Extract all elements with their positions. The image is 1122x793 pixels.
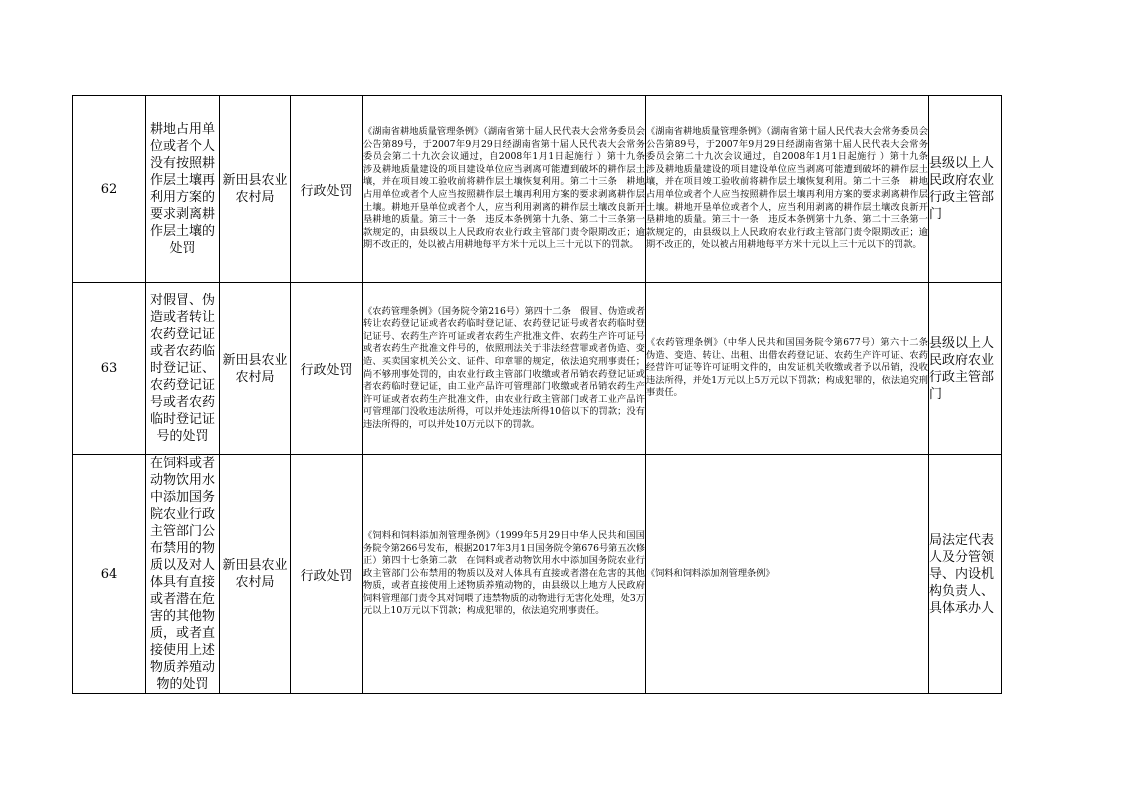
matter-name: 在饲料或者动物饮用水中添加国务院农业行政主管部门公布禁用的物质以及对人体具有直接或者潜在危害的其他物质，或者直接使用上述物质养殖动物的处罚 <box>146 455 220 694</box>
power-list-table <box>72 95 1002 694</box>
responsible-party: 局法定代表人及分管领导、内设机构负责人、具体承办人 <box>929 455 1002 694</box>
legal-basis-revised: 《湖南省耕地质量管理条例》（湖南省第十届人民代表大会常务委员会公告第89号，于2007年9月29日经湖南省第十届人民代表大会常务委员会第二十九次会议通过，自2008年1月1日起施行 ）第十九条 涉及耕地质量建设的项目建设单位应当剥离可能遭到破坏的耕作层土壤，并在项目竣工验收前将耕作层土壤恢复利用。第二十三条 耕地占用单位或者个人应当按照耕作层土壤再利用方案的要求剥离耕作层土壤。耕地开垦单位或者个人，应当利用剥离的耕作层土壤改良新开垦耕地的质量。第三十一条 违反本条例第十九条、第二十三条第一款规定的，由县级以上人民政府农业行政主管部门责令限期改正；逾期不改正的，处以被占用耕地每平方米十元以上三十元以下的罚款。 <box>646 96 929 283</box>
responsible-party: 县级以上人民政府农业行政主管部门 <box>929 283 1002 455</box>
legal-basis-original: 《湖南省耕地质量管理条例》（湖南省第十届人民代表大会常务委员会公告第89号，于2007年9月29日经湖南省第十届人民代表大会常务委员会第二十九次会议通过，自2008年1月1日起施行 ）第十九条 涉及耕地质量建设的项目建设单位应当剥离可能遭到破坏的耕作层土壤，并在项目竣工验收前将耕作层土壤恢复利用。第二十三条 耕地占用单位或者个人应当按照耕作层土壤再利用方案的要求剥离耕作层土壤。耕地开垦单位或者个人，应当利用剥离的耕作层土壤改良新开垦耕地的质量。第三十一条 违反本条例第十九条、第二十三条第一款规定的，由县级以上人民政府农业行政主管部门责令限期改正；逾期不改正的，处以被占用耕地每平方米十元以上三十元以下的罚款。 <box>363 96 646 283</box>
legal-basis-original: 《饲料和饲料添加剂管理条例》（1999年5月29日中华人民共和国国务院令第266号发布，根据2017年3月1日国务院令第676号第五次修正）第四十七条第二款 在饲料或者动物饮用水中添加国务院农业行政主管部门公布禁用的物质以及对人体具有直接或者潜在危害的其他物质，或者直接使用上述物质养殖动物的，由县级以上地方人民政府饲料管理部门责令其对饲喂了违禁物质的动物进行无害化处理，处3万元以上10万元以下罚款；构成犯罪的，依法追究刑事责任。 <box>363 455 646 694</box>
table-row <box>73 455 1002 694</box>
legal-basis-original: 《农药管理条例》（国务院令第216号）第四十二条 假冒、伪造或者转让农药登记证或者农药临时登记证、农药登记证号或者农药临时登记证号、农药生产许可证或者农药生产批准文件、农药生产许可证号或者农药生产批准文件号的，依照刑法关于非法经营罪或者伪造、变造、买卖国家机关公文、证件、印章罪的规定，依法追究刑事责任；尚不够刑事处罚的，由农业行政主管部门收缴或者吊销农药登记证或者农药临时登记证，由工业产品许可管理部门收缴或者吊销农药生产许可证或者农药生产批准文件，由农业行政主管部门或者工业产品许可管理部门没收违法所得，可以并处违法所得10倍以下的罚款；没有违法所得的，可以并处10万元以下的罚款。 <box>363 283 646 455</box>
power-type: 行政处罚 <box>291 283 363 455</box>
row-number: 63 <box>73 283 146 455</box>
power-type: 行政处罚 <box>291 455 363 694</box>
row-number: 64 <box>73 455 146 694</box>
responsible-party: 县级以上人民政府农业行政主管部门 <box>929 96 1002 283</box>
table-row <box>73 96 1002 283</box>
row-number: 62 <box>73 96 146 283</box>
table-row <box>73 283 1002 455</box>
matter-name: 耕地占用单位或者个人没有按照耕作层土壤再利用方案的要求剥离耕作层土壤的处罚 <box>146 96 220 283</box>
matter-name: 对假冒、伪造或者转让农药登记证或者农药临时登记证、农药登记证号或者农药临时登记证号的处罚 <box>146 283 220 455</box>
department: 新田县农业农村局 <box>220 283 291 455</box>
department: 新田县农业农村局 <box>220 96 291 283</box>
legal-basis-revised: 《饲料和饲料添加剂管理条例》 <box>646 455 929 694</box>
power-type: 行政处罚 <box>291 96 363 283</box>
department: 新田县农业农村局 <box>220 455 291 694</box>
legal-basis-revised: 《农药管理条例》（中华人民共和国国务院令第677号）第六十二条 伪造、变造、转让、出租、出借农药登记证、农药生产许可证、农药经营许可证等许可证明文件的，由发证机关收缴或者予以吊销，没收违法所得，并处1万元以上5万元以下罚款；构成犯罪的，依法追究刑事责任。 <box>646 283 929 455</box>
